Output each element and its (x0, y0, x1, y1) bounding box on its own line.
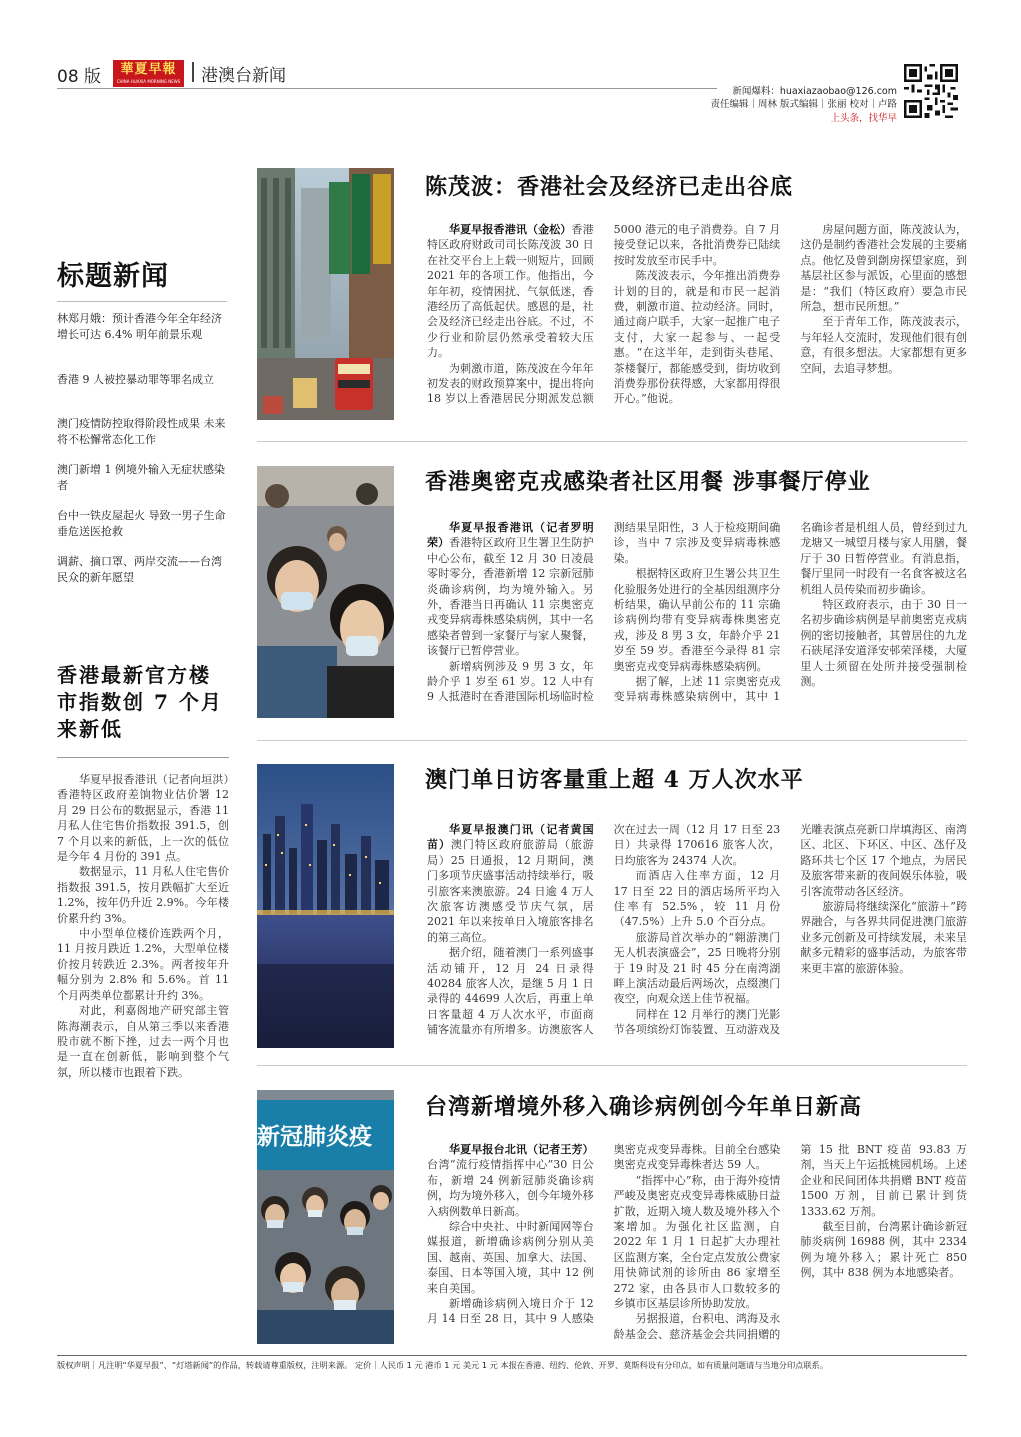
article-divider (257, 1065, 967, 1066)
article-paragraph: 华夏早报澳门讯（记者黄国苗）澳门特区政府旅游局（旅游局）25 日通报，12 月期间，澳门多项节庆盛事活动持续举行，吸引旅客来澳旅游。24 日逾 4 万人次旅客访澳感受节庆气氛，居 2021 年以来按单日入境旅客排名的第三高位。 (427, 823, 594, 944)
article-body (427, 1142, 967, 1347)
headline-item[interactable]: 澳门疫情防控取得阶段性成果 未来将不松懈常态化工作 (57, 417, 226, 446)
section-name: 港澳台新闻 (201, 66, 286, 86)
article-paragraph: 据介绍，随着澳门一系列盛事活动铺开，12 月 24 日录得 40284 旅客人次，是继 5 月 1 日录得的 44699 人次后，再重上单日客量超 4 万人次水平，市面商铺客流量亦有所增多。访澳旅客人次在过去一周（12 月 17 日至 23 日）共录得 170616 旅客人次，日均旅客为 24374 人次。 (427, 823, 781, 1037)
article-divider (257, 740, 967, 741)
article-paragraph: 综合中央社、中时新闻网等台媒报道，新增确诊病例分别从美国、越南、英国、加拿大、法国、泰国、日本等国入境，其中 12 例来自美国。 (427, 1220, 594, 1295)
article-paragraph: 为刺激市道，陈茂波在今年年初发表的财政预算案中，提出将向 18 岁以上香港居民分期派发总额 5000 港元的电子消费券。自 7 月接受登记以来，各批消费券已陆续按时发放至市民手中。 (427, 223, 781, 406)
article-paragraph: 华夏早报香港讯（金松）香港特区政府财政司司长陈茂波 30 日在社交平台上上载一则短片，回顾 2021 年的各项工作。他指出，今年年初，疫情困扰、气氛低迷，香港经历了高低起伏。感恩的是，社会及经济已经走出谷底。不过，不少行业和阶层仍然承受着较大压力。 (427, 223, 594, 360)
feature-rule (57, 757, 229, 758)
logo-text: 華夏早報 (120, 62, 177, 77)
hong-kong-street-tram-photo (257, 168, 394, 420)
feature-paragraph: 中小型单位楼价连跌两个月，11 月按月跌近 1.2%，大型单位楼价按月转跌近 2.3%。两者按年升幅分别为 2.8% 和 5.6%。首 11 个月两类单位都累计升约 3%。 (57, 927, 229, 1002)
article-title[interactable]: 陈茂波：香港社会及经济已走出谷底 (425, 174, 794, 200)
article-paragraph: 房屋问题方面，陈茂波认为，这仍是制约香港社会发展的主要痛点。他忆及曾到劏房探望家庭，到基层社区参与派饭，心里面的感想是：“我们（特区政府）要急市民所急，想市民所想。” (800, 223, 967, 314)
editor-credits: 责任编辑｜周林 版式编辑｜张丽 校对｜卢路 (710, 99, 897, 110)
article-paragraph: 据了解，上述 11 宗奥密克戎变异病毒株感染病例中，其中 1 名确诊者是机组人员，曾经到过九龙塘又一城望月楼与家人用膳，餐厅于 30 日暂停营业。有消息指，餐厅里同一时段有一名食客被这名机组人员传染而初步确诊。 (613, 521, 967, 704)
article-title[interactable]: 香港奥密克戎感染者社区用餐 涉事餐厅停业 (425, 469, 871, 495)
feature-title: 香港最新官方楼市指数创 7 个月来新低 (57, 663, 223, 741)
article-paragraph: 新增确诊病例入境日介于 12 月 14 日至 28 日，其中 9 人感染奥密克戎变异毒株。目前全台感染奥密克戎变异毒株者达 59 人。 (427, 1143, 781, 1326)
article-paragraph: “指挥中心”称，由于海外疫情严峻及奥密克戎变异毒株威胁日益扩散，近期入境人数及境外移入个案增加。为强化社区监测，自 2022 年 1 月 1 日起扩大办理社区监测方案，全台定点发放公费家用快筛试剂的诊所由 86 家增至 272 家，由各县市人口数较多的乡镇市区基层诊所协助发放。 (613, 1173, 781, 1311)
article-paragraph: 特区政府表示，由于 30 日一名初步确诊病例是早前奥密克戎病例的密切接触者，其曾居住的九龙石硖尾泽安道泽安邨荣泽楼，大厦里人士须留在处所并接受强制检测。 (800, 598, 967, 689)
article-divider (257, 441, 967, 442)
article-body (427, 222, 967, 422)
article-paragraph: 华夏早报香港讯（记者罗明荣）香港特区政府卫生署卫生防护中心公布，截至 12 月 30 日凌晨零时零分，香港新增 12 宗新冠肺炎确诊病例，均为境外输入。另外，香港当日再确认 11 宗奥密克戎变异病毒株感染病例，其中一名感染者曾到一家餐厅与家人聚餐，该餐厅已暂停营业。 (427, 521, 594, 658)
article-title[interactable]: 台湾新增境外移入确诊病例创今年单日新高 (425, 1094, 863, 1120)
page-number: 08 版 (57, 67, 102, 87)
article-paragraph: 华夏早报台北讯（记者王芳）台湾“流行疫情指挥中心”30 日公布，新增 24 例新冠肺炎确诊病例，均为境外移入，创今年境外移入病例数单日新高。 (427, 1143, 594, 1218)
copyright-footer: 版权声明｜凡注明“华夏早报”、“灯塔新闻”的作品，转载请尊重版权，注明来源。 定价｜人民币 1 元 港币 1 元 美元 1 元 本报在香港、纽约、伦敦、开罗、莫斯科设有分印点，如有质量问题请与当地分印点联系。 (57, 1360, 828, 1370)
logo-subtext: CHINA HUAXIA MORNING NEWS (116, 79, 181, 84)
masked-crowd-photo (257, 466, 394, 718)
covid-testing-crowd-photo (257, 1090, 394, 1344)
article-body (427, 520, 967, 720)
headlines-rule (57, 301, 227, 302)
article-dateline: 华夏早报香港讯（金松） (449, 223, 572, 236)
qr-code-icon[interactable] (904, 64, 958, 118)
feature-body (57, 772, 229, 1080)
article-paragraph: 另据报道，台积电、鸿海及永龄基金会、慈济基金会共同捐赠的第 15 批 BNT 疫苗 93.83 万剂，当天上午运抵桃园机场。上述企业和民间团体共捐赠 BNT 疫苗 1500 万剂，目前已累计到货 1333.62 万剂。 (613, 1143, 967, 1341)
headlines-title: 标题新闻 (57, 261, 169, 292)
headline-item[interactable]: 香港 9 人被控暴动罪等罪名成立 (57, 373, 214, 386)
crowd-illustration (257, 1170, 394, 1344)
feature-paragraph: 对此，利嘉阁地产研究部主管陈海潮表示，自从第三季以来香港股市就不断下挫，过去一两个月也是一直在创新低，影响到整个气氛，所以楼市也跟着下跌。 (57, 1004, 229, 1079)
headline-item[interactable]: 台中一铁皮屋起火 导致一男子生命垂危送医抢救 (57, 509, 226, 538)
headline-item[interactable]: 澳门新增 1 例境外输入无症状感染者 (57, 463, 225, 492)
newspaper-logo (113, 60, 184, 87)
footer-rule (57, 1355, 967, 1356)
article-paragraph: 根据特区政府卫生署公共卫生化验服务处进行的全基因组测序分析结果，确认早前公布的 11 宗确诊病例均带有变异病毒株奥密克戎，涉及 8 男 3 女，年龄介乎 21 岁至 59 岁。香港至今录得 81 宗奥密克戎变异病毒株感染病例。 (613, 567, 781, 673)
article-body (427, 822, 967, 1052)
article-paragraph: 同样在 12 月举行的澳门光影节各项缤纷灯饰装置、互动游戏及光雕表演点亮新口岸填海区、南湾区、北区、下环区、中区、氹仔及路环共七个区 17 个地点，为居民及旅客带来新的夜间娱乐体验，吸引客流带动各区经济。 (613, 823, 967, 1037)
headline-item[interactable]: 调薪、摘口罩、两岸交流——台湾民众的新年愿望 (57, 555, 222, 584)
feature-paragraph: 数据显示，11 月私人住宅售价指数报 391.5，按月跌幅扩大至近 1.2%，按年仍升近 2.9%。今年楼价累升约 3%。 (57, 865, 229, 925)
article-title[interactable]: 澳门单日访客量重上超 4 万人次水平 (425, 767, 804, 793)
feature-paragraph: 华夏早报香港讯（记者向垣洪）香港特区政府差饷物业估价署 12 月 29 日公布的数据显示，香港 11 月私人住宅售价指数报 391.5，创 7 个月以来的新低，上一次的低位是今年 4 月份的 391 点。 (57, 773, 229, 864)
article-paragraph: 新增病例涉及 9 男 3 女，年龄介乎 1 岁至 61 岁。12 人中有 9 人抵港时在香港国际机场临时检测结果呈阳性，3 人于检疫期间确诊，当中 7 宗涉及变异病毒株感染。 (427, 521, 781, 704)
victoria-harbour-night-photo (257, 764, 394, 1048)
article-paragraph: 旅游局将继续深化“旅游＋”跨界融合，与各界共同促进澳门旅游业多元创新及可持续发展，未来呈献多元精彩的盛事活动，为旅客带来更丰富的旅游体验。 (800, 900, 967, 975)
banner-text: 新冠肺炎疫 (257, 1123, 372, 1150)
article-paragraph: 而酒店入住率方面，12 月 17 日至 22 日的酒店场所平均入住率有 52.5%，较 11 月份（47.5%）上升 5.0 个百分点。 (613, 869, 781, 929)
article-dateline: 华夏早报台北讯（记者王芳） (449, 1143, 594, 1156)
header-separator (192, 62, 194, 82)
article-paragraph: 陈茂波表示，今年推出消费券计划的目的，就是和市民一起消费，刺激市道、拉动经济。同时，通过商户联手，大家一起推广电子支付，大家一起参与、一起受惠。“在这半年，走到街头巷尾、茶楼餐厅，都能感受到，街坊收到消费券那份获得感，大家都用得很开心。”他说。 (613, 269, 781, 406)
article-dateline: 华夏早报澳门讯（记者黄国苗） (427, 823, 594, 852)
news-hotline: 新闻爆料：huaxiazaobao@126.com (732, 86, 897, 97)
article-paragraph: 旅游局首次举办的“翱游澳门无人机表演盛会”，25 日晚将分别于 19 时及 21 时 45 分在南湾湖畔上演活动最后两场次，点缀澳门夜空，向观众送上佳节祝福。 (613, 930, 781, 1006)
article-paragraph: 截至目前，台湾累计确诊新冠肺炎病例 16988 例，其中 2334 例为境外移入；累计死亡 850 例，其中 838 例为本地感染者。 (800, 1220, 967, 1280)
article-paragraph: 至于青年工作，陈茂波表示，与年轻人交流时，发现他们很有创意，有很多想法。大家都想有更多空间，去追寻梦想。 (800, 315, 967, 375)
headline-item[interactable]: 林郑月娥：预计香港今年全年经济增长可达 6.4% 明年前景乐观 (57, 312, 222, 341)
slogan: 上头条，找华早 (830, 113, 897, 124)
page-header (0, 0, 1021, 130)
article-dateline: 华夏早报香港讯（记者罗明荣） (427, 521, 594, 550)
